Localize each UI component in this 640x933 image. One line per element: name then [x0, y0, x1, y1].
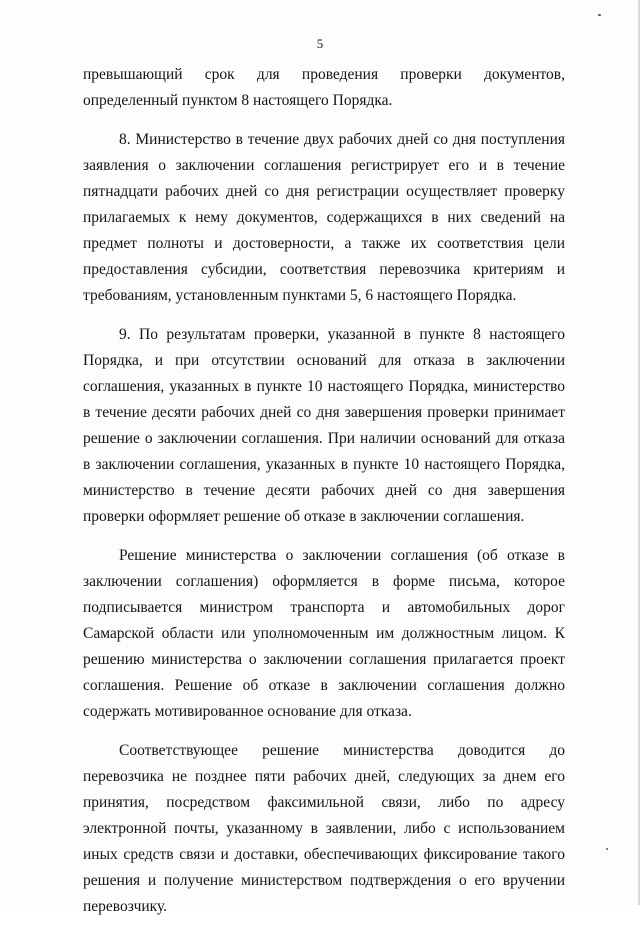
document-body	[83, 62, 565, 933]
paragraph-item-8: 8. Министерство в течение двух рабочих дней со дня поступления заявления о заключении соглашения регистрирует его и в течение пятнадцати рабочих дней со дня регистрации осуществляет проверку прилагаемых к нему документов, содержащихся в них сведений на предмет полноты и достоверности, а также их соответствия цели предоставления субсидии, соответствия перевозчика критериям и требованиям, установленным пунктами 5, 6 настоящего Порядка.	[83, 131, 565, 304]
paragraph-continuation: превышающий срок для проведения проверки документов, определенный пунктом 8 настоящего Порядка.	[83, 66, 565, 109]
scan-speck	[598, 14, 601, 16]
scan-speck	[606, 848, 608, 850]
page-number: 5	[316, 36, 324, 51]
paragraph-decision-form: Решение министерства о заключении соглашения (об отказе в заключении соглашения) оформляется в форме письма, которое подписывается министром транспорта и автомобильных дорог Самарской области или уполномоченным им должностным лицом. К решению министерства о заключении соглашения прилагается проект соглашения. Решение об отказе в заключении соглашения должно содержать мотивированное основание для отказа.	[83, 547, 565, 720]
paragraph-item-9: 9. По результатам проверки, указанной в пункте 8 настоящего Порядка, и при отсутствии оснований для отказа в заключении соглашения, указанных в пункте 10 настоящего Порядка, министерство в течение десяти рабочих дней со дня завершения проверки принимает решение о заключении соглашения. При наличии оснований для отказа в заключении соглашения, указанных в пункте 10 настоящего Порядка, министерство в течение десяти рабочих дней со дня завершения проверки оформляет решение об отказе в заключении соглашения.	[83, 326, 565, 525]
paragraph-decision-delivery: Соответствующее решение министерства доводится до перевозчика не позднее пяти рабочих дней, следующих за днем его принятия, посредством факсимильной связи, либо по адресу электронной почты, указанному в заявлении, либо с использованием иных средств связи и доставки, обеспечивающих фиксирование такого решения и получение министерством подтверждения о его вручении перевозчику.	[83, 742, 565, 915]
